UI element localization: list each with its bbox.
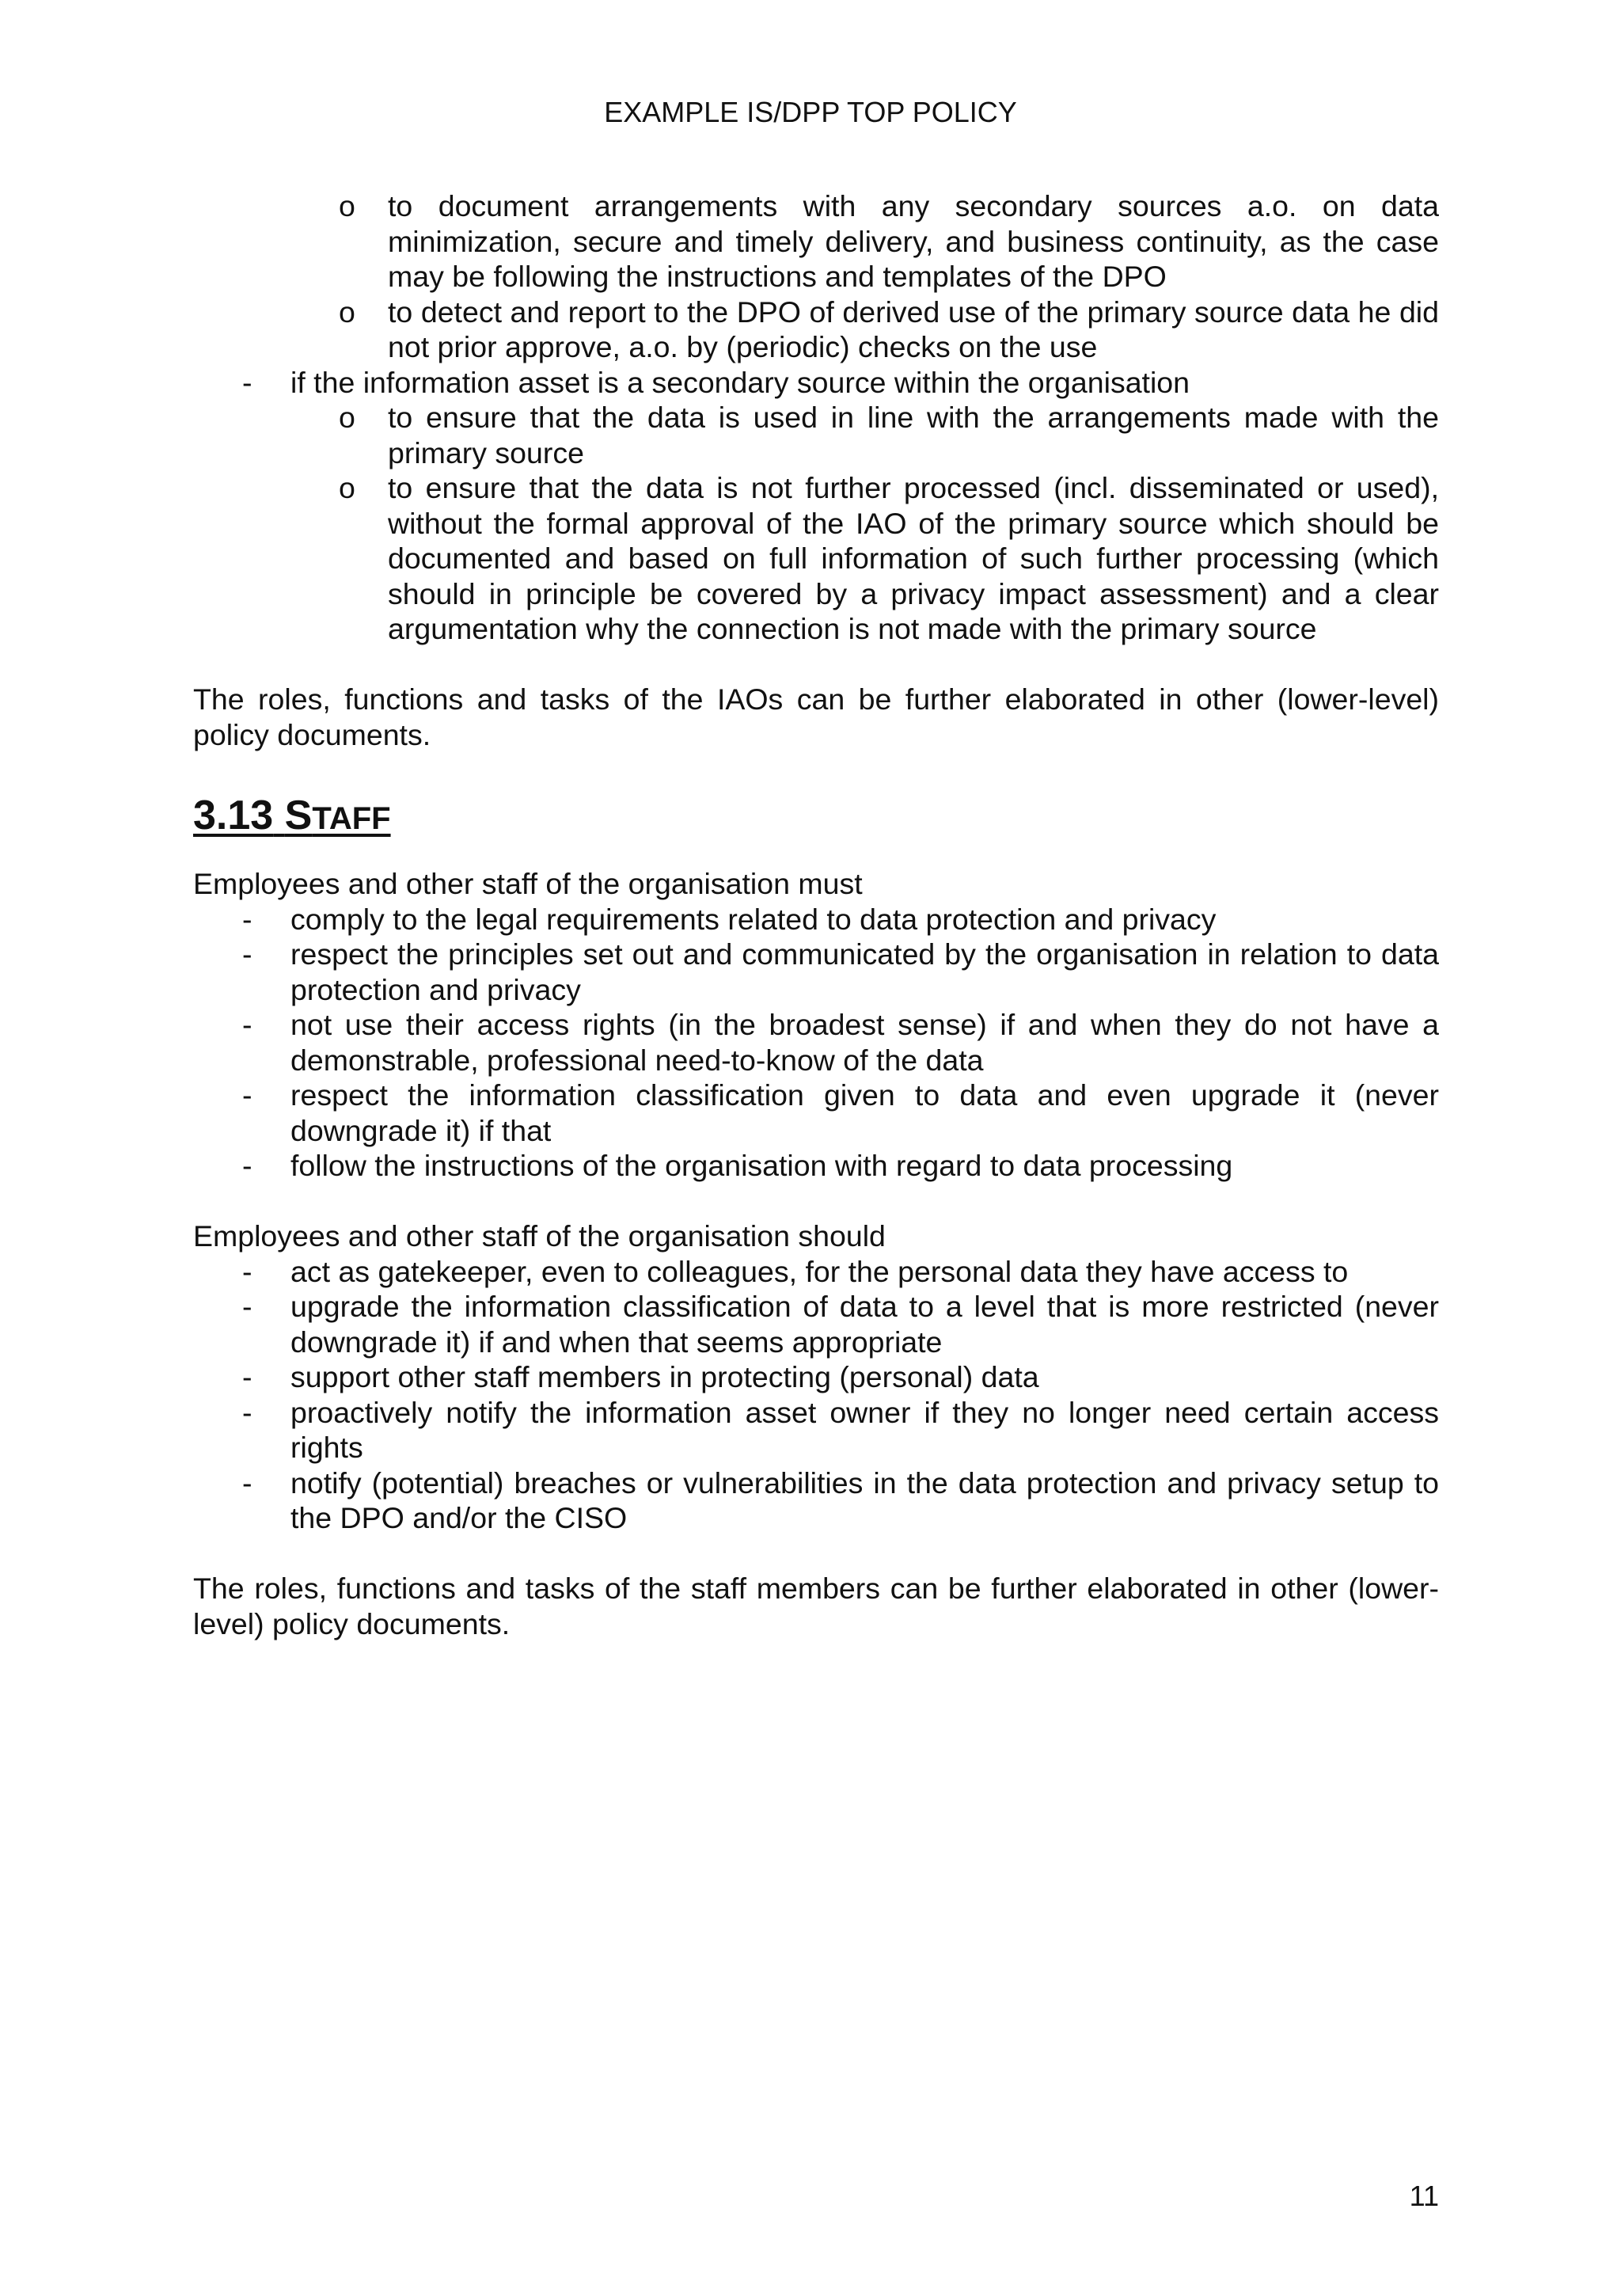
should-lead: Employees and other staff of the organisation should [193, 1219, 886, 1253]
list-item-text: to document arrangements with any secondary sources a.o. on data minimization, secure and timely delivery, and business continuity, as the case may be following the instructions and templates of the DPO [388, 189, 1439, 293]
section-title-rest: TAFF [312, 801, 391, 836]
list-item-text: upgrade the information classification of data to a level that is more restricted (never downgrade it) if and when that seems appropriate [290, 1290, 1439, 1359]
dash-marker: - [242, 1149, 252, 1182]
list-item [193, 365, 1439, 401]
section-heading [193, 792, 1439, 842]
list-item-text: not use their access rights (in the broadest sense) if and when they do not have a demonstrable, professional need-to-know of the data [290, 1008, 1439, 1077]
list-item-text: to ensure that the data is not further processed (incl. disseminated or used), without the formal approval of the IAO of the primary source which should be documented and based on full information of such further processing (which should in principle be covered by a privacy impact assessment) and a clear argumentation why the connection is not made with the primary source [388, 471, 1439, 645]
bullet-marker: o [339, 471, 355, 504]
list-item-text: to detect and report to the DPO of derived use of the primary source data he did not prior approve, a.o. by (periodic) checks on the use [388, 295, 1439, 363]
list-item-text: to ensure that the data is used in line with the arrangements made with the primary source [388, 401, 1439, 469]
list-item [193, 1007, 1439, 1078]
dash-marker: - [242, 902, 252, 936]
list-item-text: follow the instructions of the organisation with regard to data processing [290, 1149, 1233, 1182]
list-item [193, 295, 1439, 365]
list-item [193, 470, 1439, 647]
dash-marker: - [242, 1008, 252, 1041]
section-title-initial: S [284, 793, 313, 838]
list-item [193, 1148, 1439, 1184]
list-item-text: proactively notify the information asset owner if they no longer need certain access rights [290, 1395, 1439, 1464]
dash-marker: - [242, 1290, 252, 1323]
list-item-text: support other staff members in protecting (personal) data [290, 1360, 1039, 1393]
dash-marker: - [242, 1360, 252, 1393]
list-item-text: respect the principles set out and communicated by the organisation in relation to data protection and privacy [290, 937, 1439, 1006]
dash-marker: - [242, 1395, 252, 1429]
list-item [193, 188, 1439, 295]
dash-marker: - [242, 1465, 252, 1500]
bullet-marker: o [339, 189, 355, 222]
dash-marker: - [242, 1078, 252, 1112]
list-item [193, 902, 1439, 937]
list-item-text: act as gatekeeper, even to colleagues, for the personal data they have access to [290, 1254, 1349, 1288]
list-item [193, 400, 1439, 470]
dash-marker: - [242, 1254, 252, 1288]
must-lead: Employees and other staff of the organisation must [193, 867, 863, 900]
list-item-text: respect the information classification given to data and even upgrade it (never downgrade it) if that [290, 1078, 1439, 1147]
document-body [193, 188, 1439, 1641]
list-item-text: notify (potential) breaches or vulnerabilities in the data protection and privacy setup to the DPO and/or the CISO [290, 1465, 1439, 1534]
list-item [193, 1395, 1439, 1465]
list-item-text: comply to the legal requirements related to data protection and privacy [290, 902, 1217, 936]
list-item [193, 1289, 1439, 1359]
staff-closing-paragraph: The roles, functions and tasks of the staff members can be further elaborated in other (lower-level) policy documents. [193, 1572, 1439, 1640]
list-item [193, 1078, 1439, 1148]
section-number: 3.13 [193, 793, 274, 838]
iao-closing-paragraph: The roles, functions and tasks of the IAOs can be further elaborated in other (lower-level) policy documents. [193, 682, 1439, 751]
list-item [193, 1465, 1439, 1536]
list-item [193, 937, 1439, 1007]
bullet-marker: o [339, 295, 355, 329]
dash-marker: - [242, 937, 252, 971]
dash-marker: - [242, 365, 252, 399]
list-item [193, 1359, 1439, 1395]
list-item [193, 1254, 1439, 1290]
page-number: 11 [1409, 2180, 1439, 2212]
bullet-marker: o [339, 401, 355, 434]
list-item-text: if the information asset is a secondary source within the organisation [290, 365, 1190, 399]
page-header: EXAMPLE IS/DPP TOP POLICY [604, 96, 1017, 128]
